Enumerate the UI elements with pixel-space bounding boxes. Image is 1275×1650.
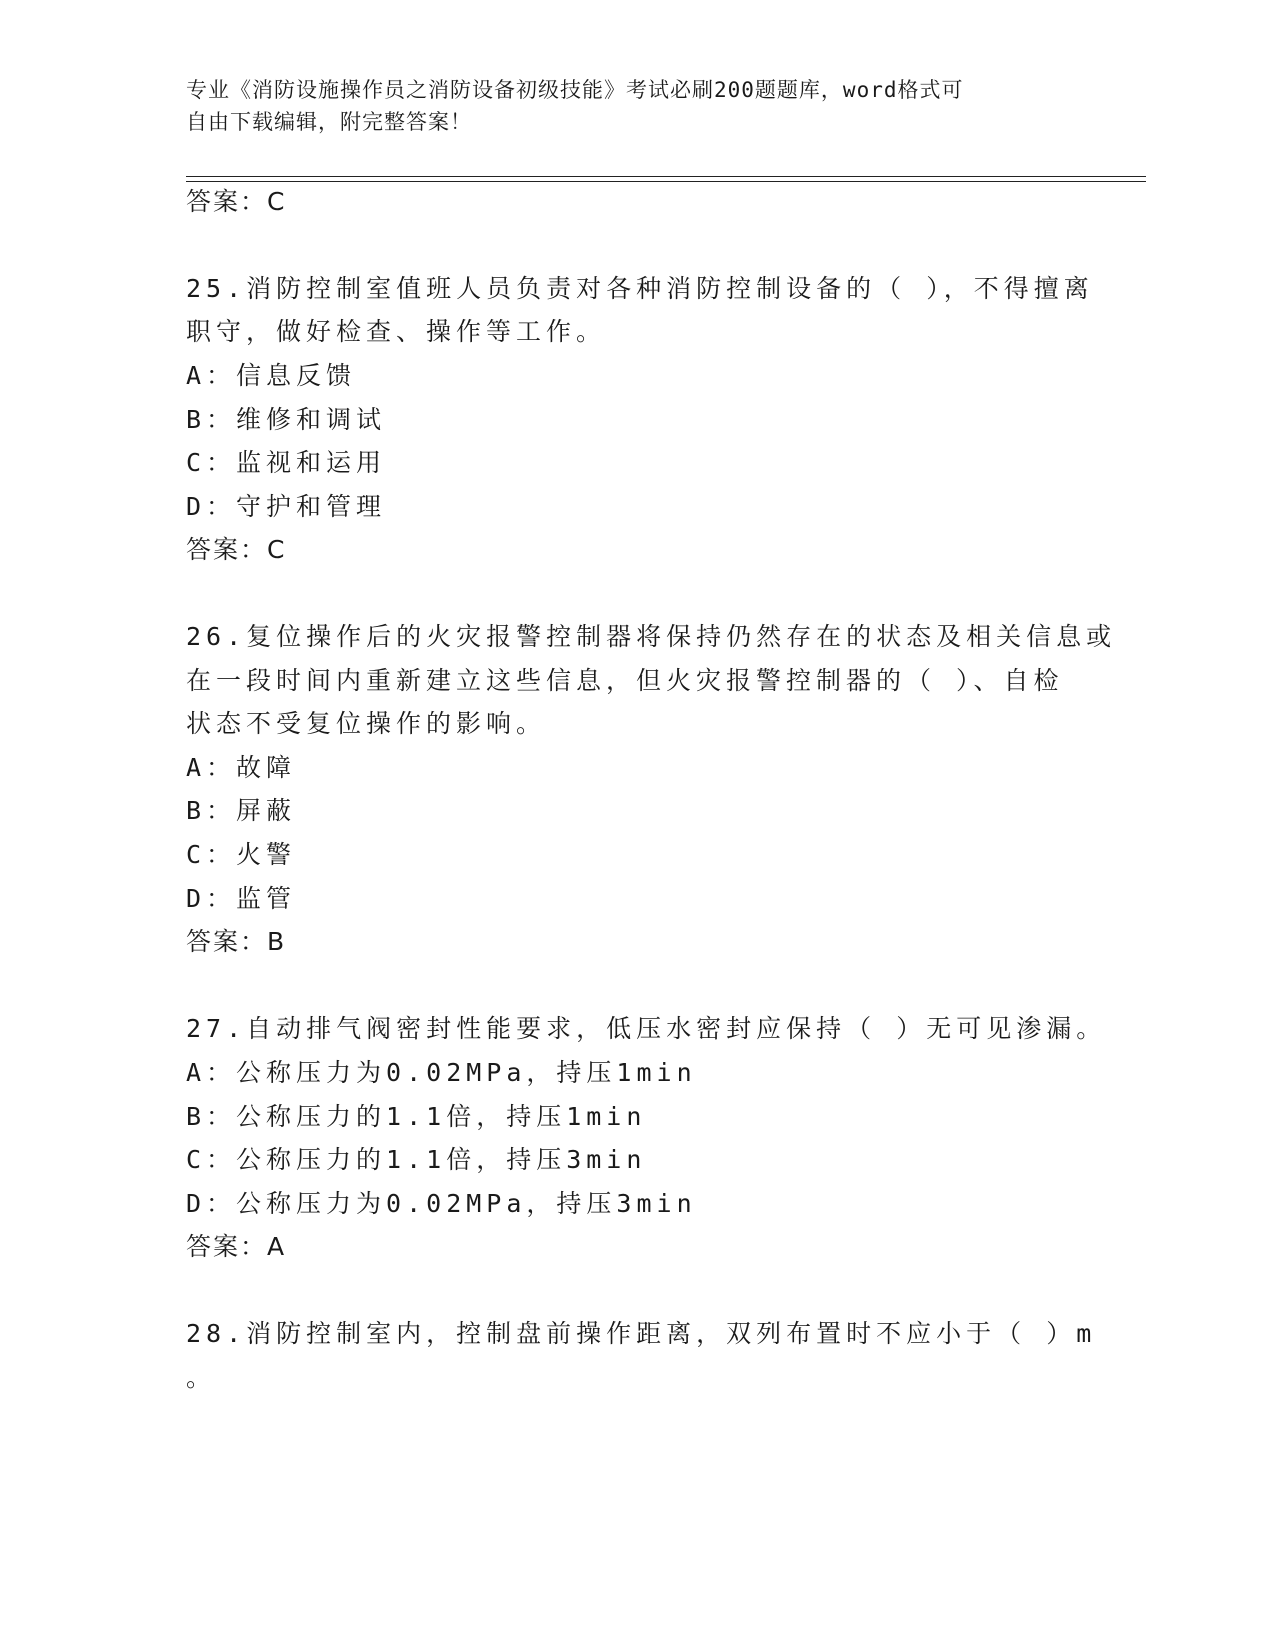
question-25-answer: 答案：C [186, 535, 287, 564]
question-25-line-1: 25.消防控制室值班人员负责对各种消防控制设备的（ ），不得擅离 [186, 274, 1094, 303]
answer-previous: 答案：C [186, 187, 287, 216]
question-26-line-2: 在一段时间内重新建立这些信息，但火灾报警控制器的（ ）、自检 [186, 666, 1064, 695]
header-line-1: 专业《消防设施操作员之消防设备初级技能》考试必刷200题题库，word格式可 [186, 78, 964, 102]
question-27-option-a: A：公称压力为0.02MPa，持压1min [186, 1058, 697, 1087]
question-25-option-b: B：维修和调试 [186, 405, 387, 434]
question-27-answer: 答案：A [186, 1232, 287, 1261]
question-25-option-c: C：监视和运用 [186, 448, 387, 477]
document-header [186, 74, 1086, 138]
question-25-line-2: 职守，做好检查、操作等工作。 [186, 317, 607, 346]
question-27-line-1: 27.自动排气阀密封性能要求，低压水密封应保持（ ）无可见渗漏。 [186, 1014, 1107, 1043]
question-26-line-1: 26.复位操作后的火灾报警控制器将保持仍然存在的状态及相关信息或 [186, 622, 1117, 651]
header-divider-top [186, 176, 1146, 177]
header-line-2: 自由下载编辑，附完整答案！ [186, 110, 472, 134]
question-27-option-d: D：公称压力为0.02MPa，持压3min [186, 1189, 697, 1218]
question-25-option-a: A：信息反馈 [186, 361, 357, 390]
question-26-answer: 答案：B [186, 927, 287, 956]
question-26-line-3: 状态不受复位操作的影响。 [186, 709, 547, 738]
question-27-option-c: C：公称压力的1.1倍，持压3min [186, 1145, 647, 1174]
question-26-option-b: B：屏蔽 [186, 796, 297, 825]
question-26-option-a: A：故障 [186, 753, 297, 782]
header-divider-bottom [186, 181, 1146, 182]
question-26-option-c: C：火警 [186, 840, 297, 869]
question-27-option-b: B：公称压力的1.1倍，持压1min [186, 1102, 647, 1131]
question-25-option-d: D：守护和管理 [186, 492, 387, 521]
question-28-line-2: 。 [186, 1363, 217, 1392]
question-26-option-d: D：监管 [186, 884, 297, 913]
question-28-line-1: 28.消防控制室内，控制盘前操作距离，双列布置时不应小于（ ）m [186, 1319, 1097, 1348]
